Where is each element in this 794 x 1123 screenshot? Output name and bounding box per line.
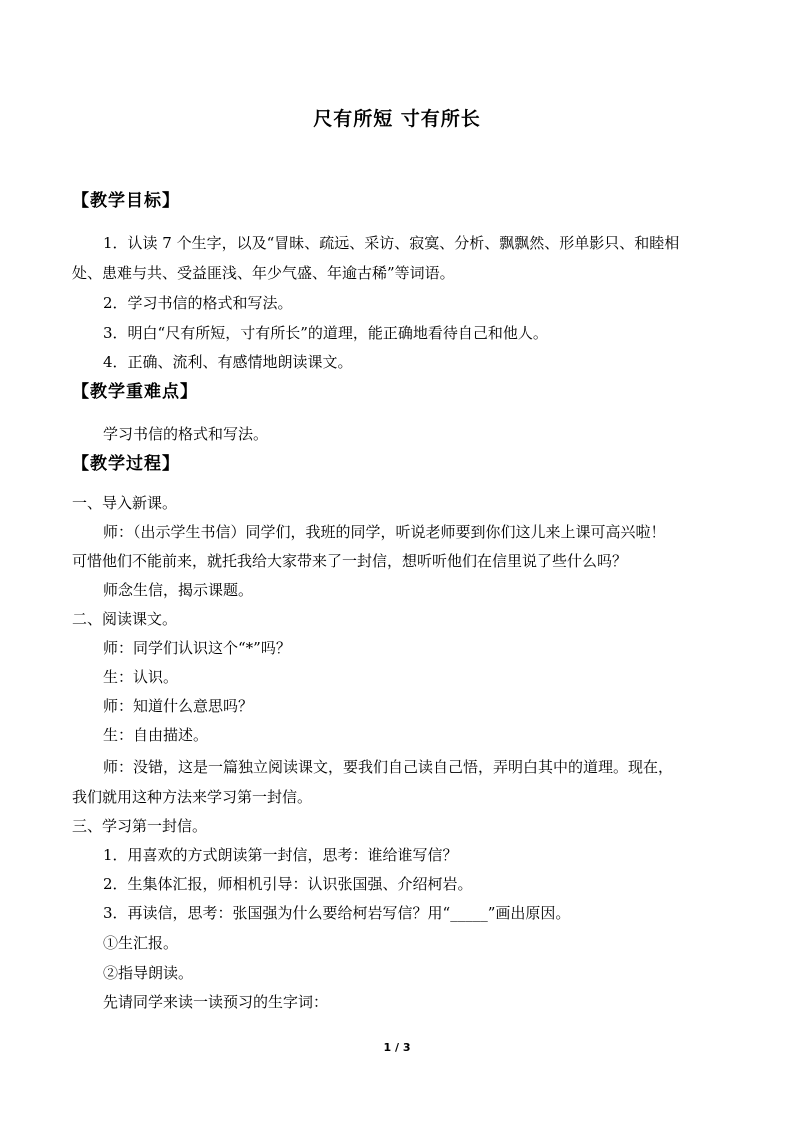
step-1-paragraph-1-line1: 师：（出示学生书信）同学们，我班的同学，听说老师要到你们这儿来上课可高兴啦！: [103, 523, 666, 541]
step-3-heading: 三、学习第一封信。: [72, 817, 208, 835]
step-3-line-4: ①生汇报。: [103, 934, 179, 952]
step-1-paragraph-2: 师念生信，揭示课题。: [103, 581, 254, 599]
objective-1-line2: 处、患难与共、受益匪浅、年少气盛、年逾古稀”等词语。: [72, 264, 455, 282]
keypoints-heading: 【教学重难点】: [72, 382, 198, 402]
step-2-line-5-line1: 师：没错，这是一篇独立阅读课文，要我们自己读自己悟，弄明白其中的道理。现在，: [103, 758, 674, 776]
step-2-line-3: 师：知道什么意思吗？: [103, 697, 254, 715]
objective-2: 2．学习书信的格式和写法。: [103, 294, 293, 312]
objective-4: 4．正确、流利、有感情地朗读课文。: [103, 353, 353, 371]
step-2-line-5-line2: 我们就用这种方法来学习第一封信。: [72, 788, 313, 806]
step-3-line-1: 1．用喜欢的方式朗读第一封信，思考：谁给谁写信？: [103, 846, 458, 864]
objective-1-line1: 1．认读 7 个生字，以及“冒昧、疏远、采访、寂寞、分析、飘飘然、形单影只、和睦相: [103, 234, 680, 252]
objective-3: 3．明白“尺有所短，寸有所长”的道理，能正确地看待自己和他人。: [103, 324, 548, 342]
keypoints-text: 学习书信的格式和写法。: [103, 425, 269, 443]
objectives-heading: 【教学目标】: [72, 191, 180, 211]
step-2-heading: 二、阅读课文。: [72, 610, 178, 628]
page-number: 1 / 3: [383, 1041, 411, 1054]
step-2-line-4: 生：自由描述。: [103, 726, 209, 744]
step-3-line-2: 2．生集体汇报，师相机引导：认识张国强、介绍柯岩。: [103, 875, 473, 893]
step-3-line-3: 3．再读信，思考：张国强为什么要给柯岩写信？用“_____”画出原因。: [103, 904, 571, 922]
page-title: 尺有所短 寸有所长: [313, 108, 481, 130]
step-1-heading: 一、导入新课。: [72, 494, 178, 512]
process-heading: 【教学过程】: [72, 454, 180, 474]
step-1-paragraph-1-line2: 可惜他们不能前来，就托我给大家带来了一封信，想听听他们在信里说了些什么吗？: [72, 552, 628, 570]
step-3-line-5: ②指导朗读。: [103, 964, 194, 982]
step-3-line-6: 先请同学来读一读预习的生字词：: [103, 993, 329, 1011]
step-2-line-2: 生：认识。: [103, 668, 179, 686]
step-2-line-1: 师：同学们认识这个“*”吗？: [103, 639, 291, 657]
